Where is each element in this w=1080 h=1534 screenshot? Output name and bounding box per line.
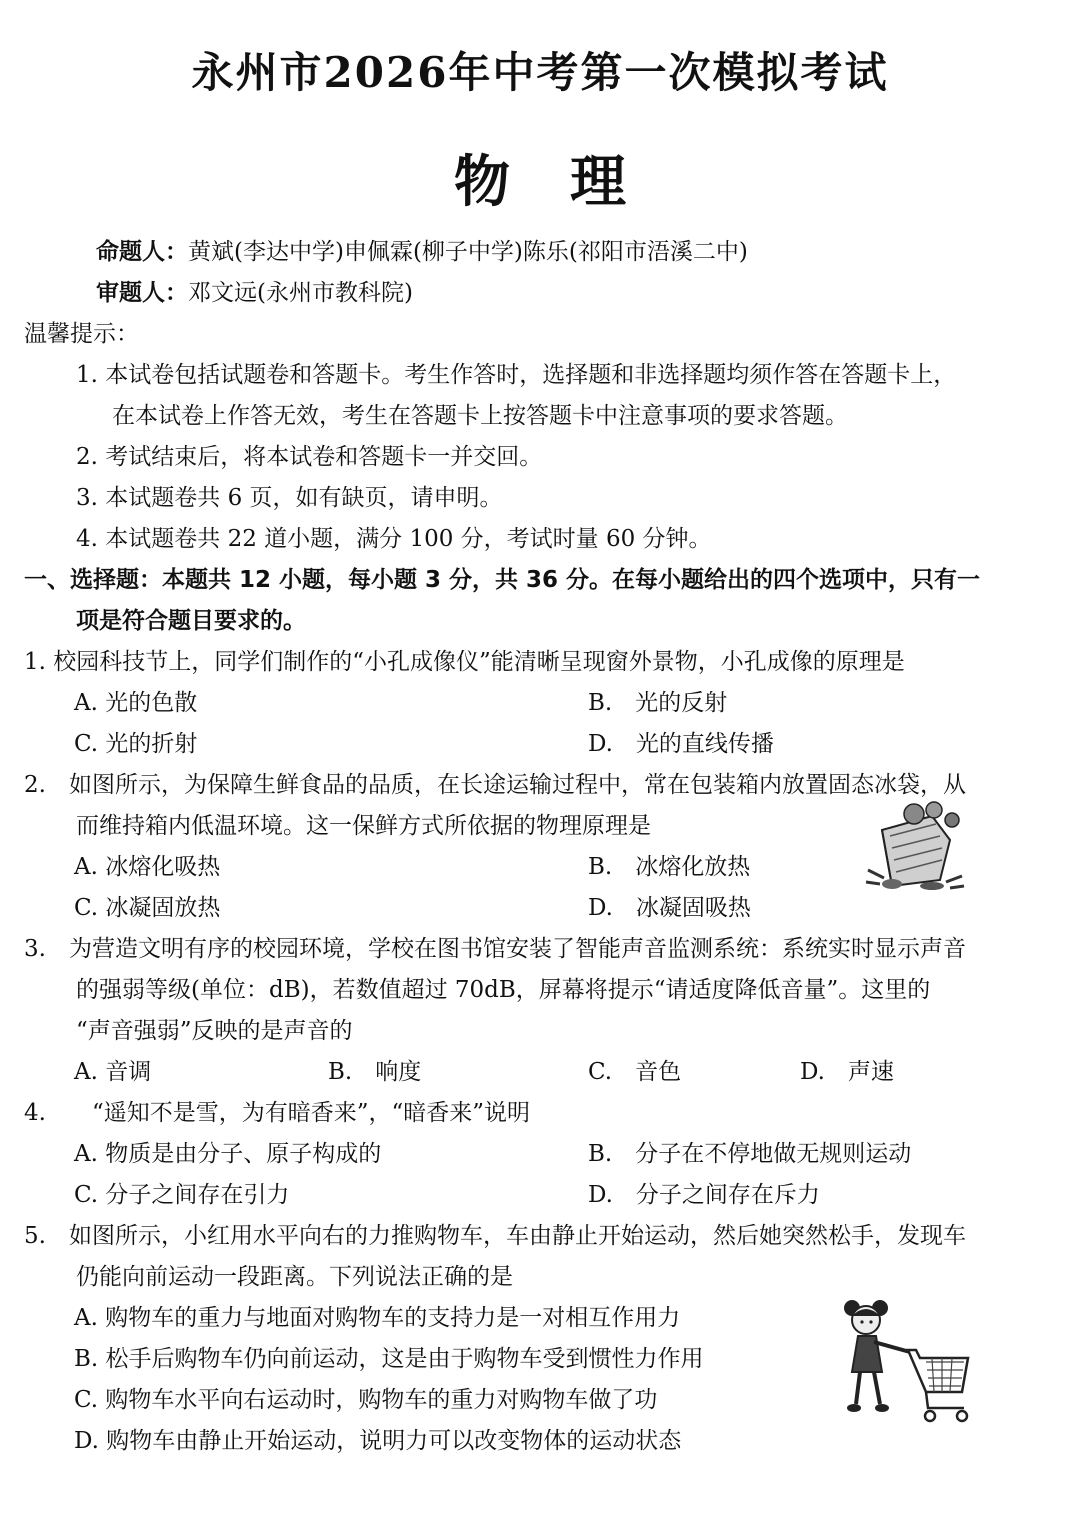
authors-line [96, 236, 748, 268]
q5-option-a: A. 购物车的重力与地面对购物车的支持力是一对相互作用力 [74, 1305, 681, 1331]
reviewer-line [96, 277, 413, 309]
exam-title: 永州市2026年中考第一次模拟考试 [191, 48, 889, 97]
q4-option-c: C. 分子之间存在引力 [74, 1182, 290, 1208]
q2-option-b: B. 冰熔化放热 [588, 854, 751, 880]
q1-option-b: B. 光的反射 [588, 690, 728, 716]
notice-item-1-cont: 在本试卷上作答无效，考生在答题卡上按答题卡中注意事项的要求答题。 [112, 403, 848, 429]
notice-label: 温馨提示： [24, 321, 139, 347]
girl-cart-figure [836, 1296, 976, 1428]
q4-option-a: A. 物质是由分子、原子构成的 [74, 1141, 382, 1167]
question-3-stem: 3. 为营造文明有序的校园环境，学校在图书馆安装了智能声音监测系统：系统实时显示声音 [24, 936, 966, 962]
q2-option-c: C. 冰凝固放热 [74, 895, 221, 921]
q3-option-c: C. 音色 [588, 1059, 682, 1085]
question-3-stem-cont-1: 的强弱等级(单位：dB)，若数值超过 70dB，屏幕将提示“请适度降低音量”。这里的 [76, 977, 931, 1003]
q4-option-d: D. 分子之间存在斥力 [588, 1182, 820, 1208]
question-3-stem-cont-2: “声音强弱”反映的是声音的 [76, 1018, 353, 1044]
q1-option-c: C. 光的折射 [74, 731, 198, 757]
girl-pushing-cart-icon [836, 1296, 976, 1428]
reviewer-label: 审题人： [96, 280, 188, 306]
section-heading: 一、选择题：本题共 12 小题，每小题 3 分，共 36 分。在每小题给出的四个选项中，只有一 [24, 567, 981, 593]
question-4-stem: 4. “遥知不是雪，为有暗香来”，“暗香来”说明 [24, 1100, 530, 1126]
question-2-stem-cont: 而维持箱内低温环境。这一保鲜方式所依据的物理原理是 [76, 813, 651, 839]
ice-box-icon [862, 800, 966, 892]
q2-option-d: D. 冰凝固吸热 [588, 895, 751, 921]
section-heading-cont: 项是符合题目要求的。 [76, 608, 306, 634]
notice-item-2: 2. 考试结束后，将本试卷和答题卡一并交回。 [76, 444, 543, 470]
question-2-stem: 2. 如图所示，为保障生鲜食品的品质，在长途运输过程中，常在包装箱内放置固态冰袋，从 [24, 772, 966, 798]
ice-pack-box-figure [862, 800, 966, 892]
q3-option-a: A. 音调 [74, 1059, 152, 1085]
subject-title: 物理 [454, 149, 686, 215]
authors-label: 命题人： [96, 239, 188, 265]
notice-item-1: 1. 本试卷包括试题卷和答题卡。考生作答时，选择题和非选择题均须作答在答题卡上， [76, 362, 957, 388]
q5-option-d: D. 购物车由静止开始运动，说明力可以改变物体的运动状态 [74, 1428, 682, 1454]
reviewer-text: 邓文远(永州市教科院) [188, 280, 413, 306]
q2-option-a: A. 冰熔化吸热 [74, 854, 221, 880]
q5-option-b: B. 松手后购物车仍向前运动，这是由于购物车受到惯性力作用 [74, 1346, 704, 1372]
authors-text: 黄斌(李达中学)申佩霖(柳子中学)陈乐(祁阳市浯溪二中) [188, 239, 748, 265]
notice-item-3: 3. 本试题卷共 6 页，如有缺页，请申明。 [76, 485, 503, 511]
question-5-stem: 5. 如图所示，小红用水平向右的力推购物车，车由静止开始运动，然后她突然松手，发现车 [24, 1223, 966, 1249]
notice-item-4: 4. 本试题卷共 22 道小题，满分 100 分，考试时量 60 分钟。 [76, 526, 712, 552]
q1-option-a: A. 光的色散 [74, 690, 198, 716]
q3-option-d: D. 声速 [800, 1059, 894, 1085]
q1-option-d: D. 光的直线传播 [588, 731, 774, 757]
question-1-stem: 1. 校园科技节上，同学们制作的“小孔成像仪”能清晰呈现窗外景物，小孔成像的原理是 [24, 649, 905, 675]
question-5-stem-cont: 仍能向前运动一段距离。下列说法正确的是 [76, 1264, 513, 1290]
q5-option-c: C. 购物车水平向右运动时，购物车的重力对购物车做了功 [74, 1387, 658, 1413]
q4-option-b: B. 分子在不停地做无规则运动 [588, 1141, 912, 1167]
q3-option-b: B. 响度 [328, 1059, 422, 1085]
